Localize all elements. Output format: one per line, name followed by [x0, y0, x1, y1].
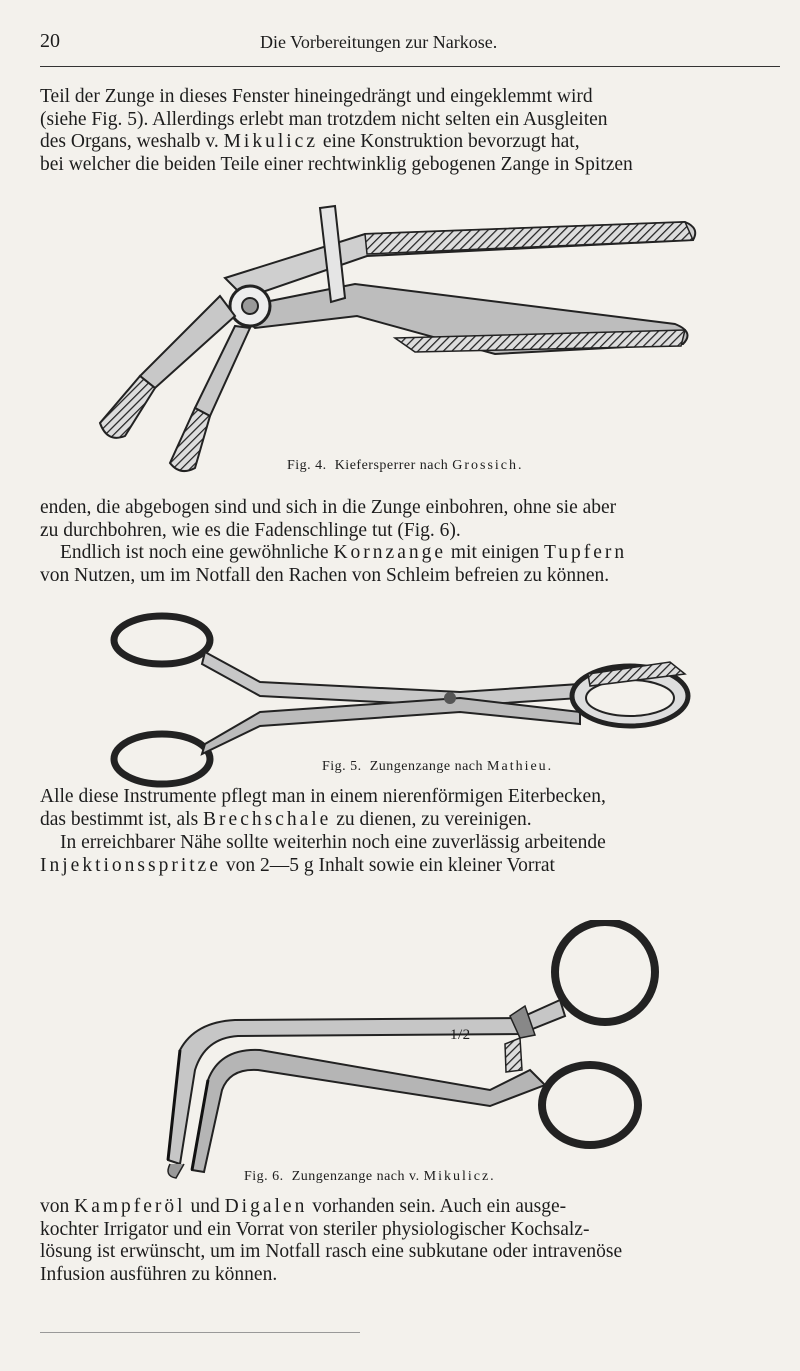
- text-line: von 2—5 g Inhalt sowie ein kleiner Vorrat: [220, 854, 555, 876]
- name-mikulicz: Mikulicz: [223, 131, 318, 152]
- paragraph-1: [40, 86, 785, 176]
- paragraph-3: [40, 542, 785, 587]
- term-kampferoel: Kampferöl: [74, 1196, 186, 1217]
- figure-author: Mathieu.: [487, 759, 554, 774]
- text-line: Infusion ausführen zu können.: [40, 1263, 278, 1285]
- figure-caption-text: Kiefersperrer nach: [334, 458, 453, 473]
- term-kornzange: Kornzange: [333, 542, 447, 563]
- term-brechschale: Brechschale: [203, 808, 332, 830]
- paragraph-4: [40, 786, 785, 831]
- text-line: und: [185, 1196, 225, 1217]
- text-line: des Organs, weshalb v.: [40, 131, 224, 152]
- text-line: von Nutzen, um im Notfall den Rachen von Schleim befreien zu können.: [40, 564, 610, 586]
- term-digalen: Digalen: [224, 1196, 308, 1217]
- figure-caption-text: Zungenzange nach v.: [291, 1169, 424, 1184]
- figure-label: Fig. 6.: [244, 1169, 284, 1184]
- text-line: In erreichbarer Nähe sollte weiterhin noch eine zuverlässig arbeitende: [60, 832, 606, 853]
- figure-author: Grossich.: [452, 458, 524, 473]
- paragraph-5: [40, 832, 785, 877]
- text-line: das bestimmt ist, als: [40, 808, 204, 830]
- figure-4-mouth-gag: [95, 198, 705, 480]
- text-line: kochter Irrigator und ein Vorrat von steriler physiologischer Kochsalz-: [40, 1218, 590, 1240]
- figure-4-caption: [287, 458, 524, 474]
- paragraph-2: [40, 497, 785, 542]
- term-injektionsspritze: Injektionsspritze: [40, 854, 221, 876]
- figure-label: Fig. 5.: [322, 759, 362, 774]
- text-line: zu dienen, zu vereinigen.: [331, 808, 532, 830]
- paragraph-6: [40, 1196, 785, 1286]
- text-line: eine Konstruktion bevorzugt hat,: [318, 131, 580, 152]
- text-line: Alle diese Instrumente pflegt man in einem nierenförmigen Eiterbecken,: [40, 786, 606, 807]
- running-title: Die Vorbereitungen zur Narkose.: [260, 32, 498, 52]
- text-line: lösung ist erwünscht, um im Notfall rasch eine subkutane oder intravenöse: [40, 1241, 623, 1262]
- figure-6-scale: 1/2: [450, 1027, 471, 1043]
- text-line: Endlich ist noch eine gewöhnliche: [60, 542, 334, 563]
- figure-6-caption: [244, 1169, 496, 1185]
- text-line: enden, die abgebogen sind und sich in die Zunge einbohren, ohne sie aber: [40, 497, 617, 518]
- bottom-rule: [40, 1332, 360, 1333]
- page-number: 20: [40, 30, 60, 52]
- text-line: bei welcher die beiden Teile einer rechtwinklig gebogenen Zange in Spitzen: [40, 153, 633, 175]
- figure-5-caption: [322, 759, 553, 775]
- figure-6-tongue-forceps: [150, 920, 670, 1182]
- text-line: mit einigen: [446, 542, 545, 563]
- page-header: [40, 30, 780, 67]
- figure-author: Mikulicz.: [423, 1169, 496, 1184]
- term-tupfern: Tupfern: [544, 542, 628, 563]
- text-line: vorhanden sein. Auch ein ausge-: [307, 1196, 567, 1217]
- figure-caption-text: Zungenzange nach: [369, 759, 488, 774]
- figure-label: Fig. 4.: [287, 458, 327, 473]
- text-line: Teil der Zunge in dieses Fenster hineingedrängt und eingeklemmt wird: [40, 86, 593, 107]
- text-line: zu durchbohren, wie es die Fadenschlinge tut (Fig. 6).: [40, 519, 461, 541]
- text-line: (siehe Fig. 5). Allerdings erlebt man trotzdem nicht selten ein Ausgleiten: [40, 108, 608, 130]
- text-line: von: [40, 1196, 75, 1217]
